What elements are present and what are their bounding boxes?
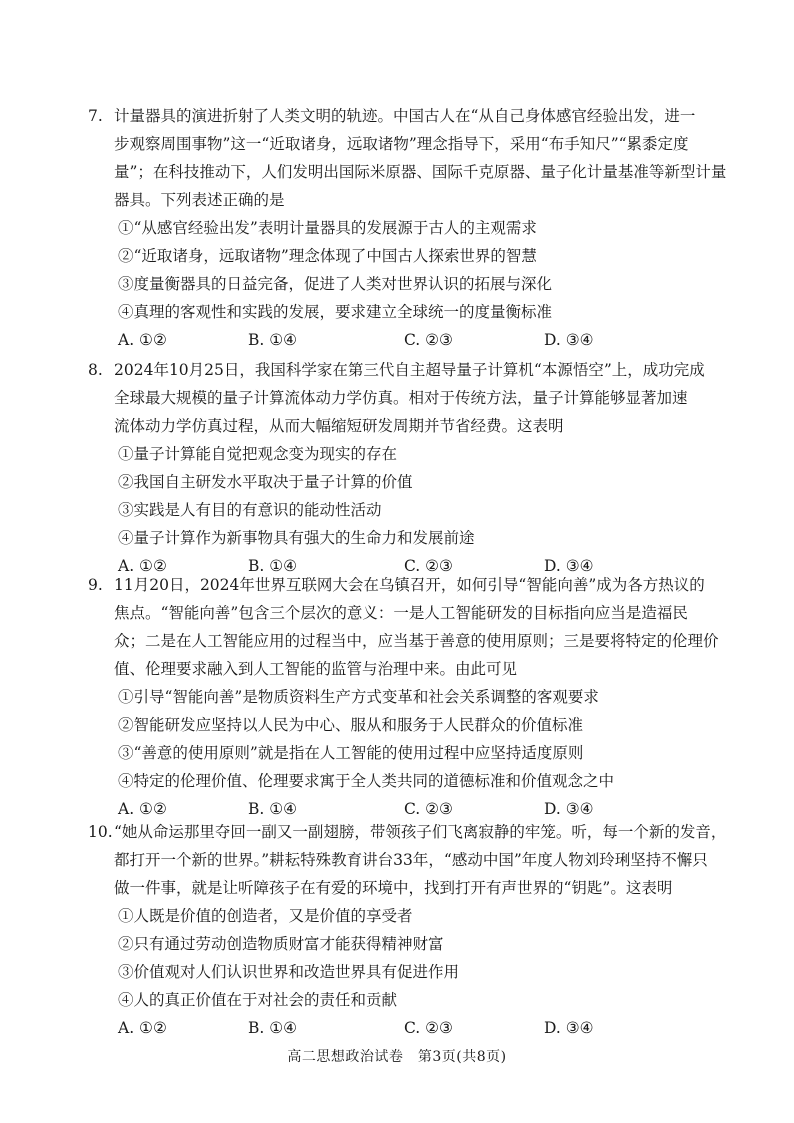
choice-c[interactable]: C. ②③ [404, 800, 453, 818]
question-stem-line: 步观察周围事物”这一“近取诸身，远取诸物”理念指导下，采用“布手知尺”“累黍定度 [114, 135, 689, 153]
choice-d[interactable]: D. ③④ [544, 800, 594, 818]
statement-option: ①引导“智能向善”是物质资料生产方式变革和社会关系调整的客观要求 [118, 688, 599, 706]
choice-b[interactable]: B. ①④ [248, 1019, 298, 1037]
choice-d[interactable]: D. ③④ [544, 1019, 594, 1037]
question-stem-line: 众；二是在人工智能应用的过程当中，应当基于善意的使用原则；三是要将特定的伦理价 [114, 632, 719, 650]
page-footer: 高二思想政治试卷 第3页(共8页) [287, 1049, 507, 1065]
choice-d[interactable]: D. ③④ [544, 557, 594, 575]
question-stem-line: 计量器具的演进折射了人类文明的轨迹。中国古人在“从自己身体感官经验出发，进一 [114, 107, 696, 125]
choice-c[interactable]: C. ②③ [404, 1019, 453, 1037]
statement-option: ③实践是人有目的有意识的能动性活动 [118, 501, 382, 519]
choice-a[interactable]: A. ①② [118, 557, 167, 575]
choice-c[interactable]: C. ②③ [404, 557, 453, 575]
question-stem-line: 值、伦理要求融入到人工智能的监管与治理中来。由此可见 [114, 660, 518, 678]
statement-option: ④真理的客观性和实践的发展，要求建立全球统一的度量衡标准 [118, 303, 553, 321]
question-stem-line: 都打开一个新的世界。”耕耘特殊教育讲台33年，“感动中国”年度人物刘玲琍坚持不懈只 [114, 851, 708, 869]
statement-option: ④量子计算作为新事物具有强大的生命力和发展前途 [118, 529, 475, 547]
statement-option: ②“近取诸身，远取诸物”理念体现了中国古人探索世界的智慧 [118, 247, 537, 265]
statement-option: ③价值观对人们认识世界和改造世界具有促进作用 [118, 963, 460, 981]
question-number: 9. [88, 576, 103, 594]
question-stem-line: 量”；在科技推动下，人们发明出国际米原器、国际千克原器、量子化计量基准等新型计量 [114, 163, 727, 181]
choice-a[interactable]: A. ①② [118, 800, 167, 818]
statement-option: ③度量衡器具的日益完备，促进了人类对世界认识的拓展与深化 [118, 275, 553, 293]
statement-option: ②只有通过劳动创造物质财富才能获得精神财富 [118, 935, 444, 953]
question-number: 8. [88, 361, 103, 379]
question-stem-line: 11月20日，2024年世界互联网大会在乌镇召开，如何引导“智能向善”成为各方热议的 [114, 576, 705, 594]
question-8 [88, 356, 710, 582]
question-number: 7. [88, 107, 103, 125]
statement-option: ②智能研发应坚持以人民为中心、服从和服务于人民群众的价值标准 [118, 716, 584, 734]
statement-option: ③“善意的使用原则”就是指在人工智能的使用过程中应坚持适度原则 [118, 744, 584, 762]
choice-b[interactable]: B. ①④ [248, 331, 298, 349]
statement-option: ④人的真正价值在于对社会的责任和贡献 [118, 991, 398, 1009]
question-7 [88, 102, 727, 356]
question-stem-line: “她从命运那里夺回一副又一副翅膀，带领孩子们飞离寂静的牢笼。听，每一个新的发音， [114, 823, 727, 841]
question-stem-line: 焦点。“智能向善”包含三个层次的意义：一是人工智能研发的目标指向应当是造福民 [114, 604, 688, 622]
statement-option: ①量子计算能自觉把观念变为现实的存在 [118, 445, 398, 463]
statement-option: ①“从感官经验出发”表明计量器具的发展源于古人的主观需求 [118, 219, 537, 237]
question-stem-line: 全球最大规模的量子计算流体动力学仿真。相对于传统方法，量子计算能够显著加速 [114, 389, 688, 407]
choice-c[interactable]: C. ②③ [404, 331, 453, 349]
question-number: 10. [88, 823, 113, 841]
question-stem-line: 器具。下列表述正确的是 [114, 191, 285, 209]
answer-choices [88, 1014, 710, 1044]
choice-a[interactable]: A. ①② [118, 1019, 167, 1037]
question-stem-line: 流体动力学仿真过程，从而大幅缩短研发周期并节省经费。这表明 [114, 417, 564, 435]
choice-d[interactable]: D. ③④ [544, 331, 594, 349]
choice-b[interactable]: B. ①④ [248, 800, 298, 818]
question-10 [88, 818, 727, 1044]
choice-b[interactable]: B. ①④ [248, 557, 298, 575]
statement-option: ①人既是价值的创造者，又是价值的享受者 [118, 907, 413, 925]
statement-option: ④特定的伦理价值、伦理要求寓于全人类共同的道德标准和价值观念之中 [118, 772, 615, 790]
statement-option: ②我国自主研发水平取决于量子计算的价值 [118, 473, 413, 491]
choice-a[interactable]: A. ①② [118, 331, 167, 349]
question-stem-line: 2024年10月25日，我国科学家在第三代自主超导量子计算机“本源悟空”上，成功完成 [114, 361, 705, 379]
answer-choices [88, 326, 710, 356]
question-9 [88, 571, 719, 825]
question-stem-line: 做一件事，就是让听障孩子在有爱的环境中，找到打开有声世界的“钥匙”。这表明 [114, 879, 673, 897]
